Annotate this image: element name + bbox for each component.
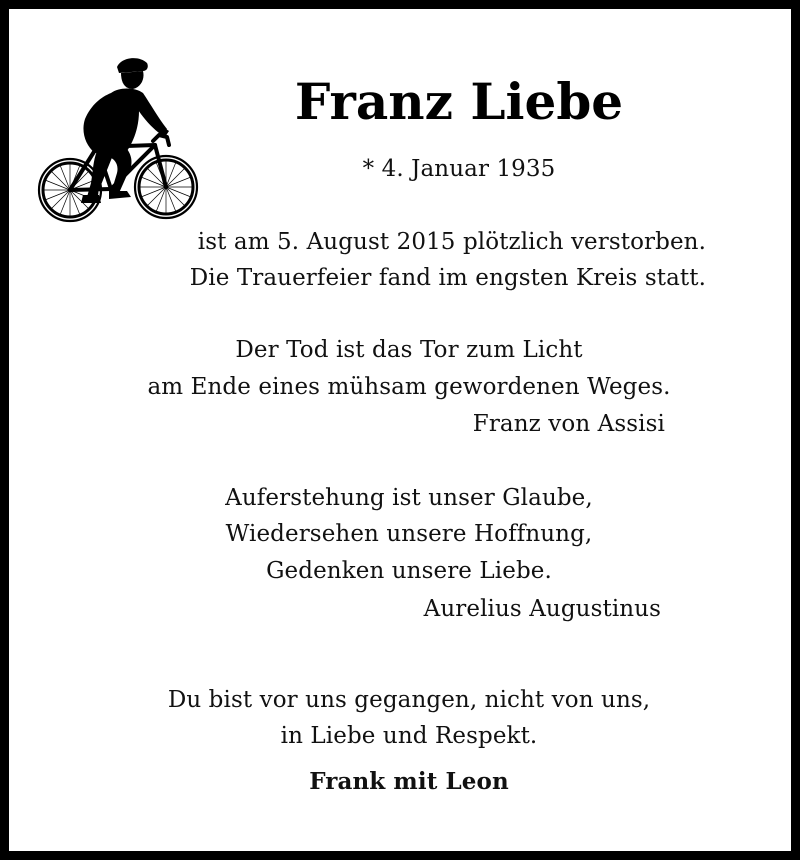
death-announcement: ist am 5. August 2015 plötzlich verstorben. bbox=[197, 229, 706, 255]
quote-line: Auferstehung ist unser Glaube, bbox=[225, 485, 593, 511]
quote-line: Wiedersehen unsere Hoffnung, bbox=[225, 521, 593, 547]
deceased-name: Franz Liebe bbox=[294, 72, 624, 131]
quote-author: Franz von Assisi bbox=[472, 411, 665, 437]
quote-line: Gedenken unsere Liebe. bbox=[266, 558, 552, 584]
closing-line: Du bist vor uns gegangen, nicht von uns, bbox=[167, 687, 651, 713]
quote-author: Aurelius Augustinus bbox=[423, 596, 661, 622]
quote-line: am Ende eines mühsam gewordenen Weges. bbox=[147, 374, 671, 400]
funeral-note: Die Trauerfeier fand im engsten Kreis statt. bbox=[189, 265, 706, 291]
birth-date: * 4. Januar 1935 bbox=[362, 156, 556, 182]
closing-line: in Liebe und Respekt. bbox=[280, 723, 538, 749]
cyclist-icon bbox=[35, 53, 201, 225]
signature: Frank mit Leon bbox=[309, 768, 509, 795]
quote-line: Der Tod ist das Tor zum Licht bbox=[235, 337, 583, 363]
